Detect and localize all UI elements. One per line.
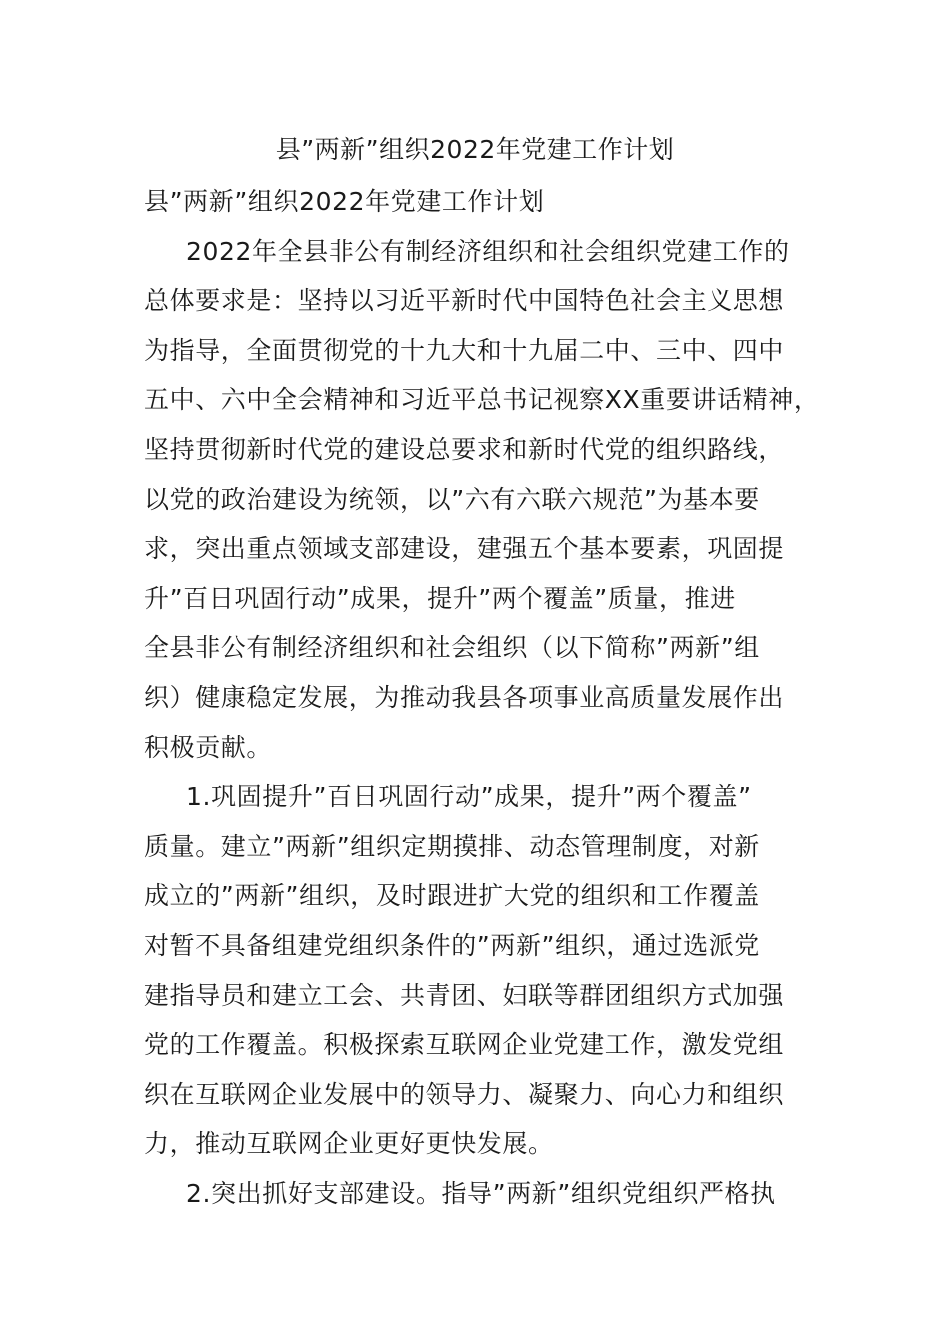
paragraph-line: 成立的”两新”组织，及时跟进扩大党的组织和工作覆盖 <box>144 881 760 911</box>
paragraph-line: 建指导员和建立工会、共青团、妇联等群团组织方式加强 <box>144 980 785 1010</box>
paragraph-line: 质量。建立”两新”组织定期摸排、动态管理制度，对新 <box>144 831 760 861</box>
document-subtitle: 县”两新”组织2022年党建工作计划 <box>144 187 545 216</box>
paragraph-line: 1.巩固提升”百日巩固行动”成果，提升”两个覆盖” <box>186 782 752 812</box>
paragraph-line: 党的工作覆盖。积极探索互联网企业党建工作，激发党组 <box>144 1030 785 1060</box>
paragraph-line: 升”百日巩固行动”成果，提升”两个覆盖”质量，推进 <box>144 583 736 613</box>
paragraph-line: 总体要求是：坚持以习近平新时代中国特色社会主义思想 <box>144 286 785 316</box>
paragraph-line: 2022年全县非公有制经济组织和社会组织党建工作的 <box>186 236 790 266</box>
paragraph-line: 为指导，全面贯彻党的十九大和十九届二中、三中、四中 <box>144 335 785 365</box>
paragraph-line: 积极贡献。 <box>144 732 273 762</box>
paragraph-line: 力，推动互联网企业更好更快发展。 <box>144 1129 554 1159</box>
paragraph-line: 以党的政治建设为统领，以”六有六联六规范”为基本要 <box>144 484 760 514</box>
paragraph-line: 坚持贯彻新时代党的建设总要求和新时代党的组织路线， <box>144 434 785 464</box>
paragraph-line: 织）健康稳定发展，为推动我县各项事业高质量发展作出 <box>144 682 785 712</box>
paragraph-line: 对暂不具备组建党组织条件的”两新”组织，通过选派党 <box>144 930 760 960</box>
paragraph-line: 织在互联网企业发展中的领导力、凝聚力、向心力和组织 <box>144 1079 785 1109</box>
document-title: 县”两新”组织2022年党建工作计划 <box>275 135 675 164</box>
paragraph-line: 五中、六中全会精神和习近平总书记视察XX重要讲话精神， <box>144 385 820 415</box>
document-body <box>144 177 820 1218</box>
paragraph-line: 求，突出重点领域支部建设，建强五个基本要素，巩固提 <box>144 534 785 564</box>
paragraph-line: 2.突出抓好支部建设。指导”两新”组织党组织严格执 <box>186 1178 776 1208</box>
paragraph-line: 全县非公有制经济组织和社会组织（以下简称”两新”组 <box>144 633 760 663</box>
